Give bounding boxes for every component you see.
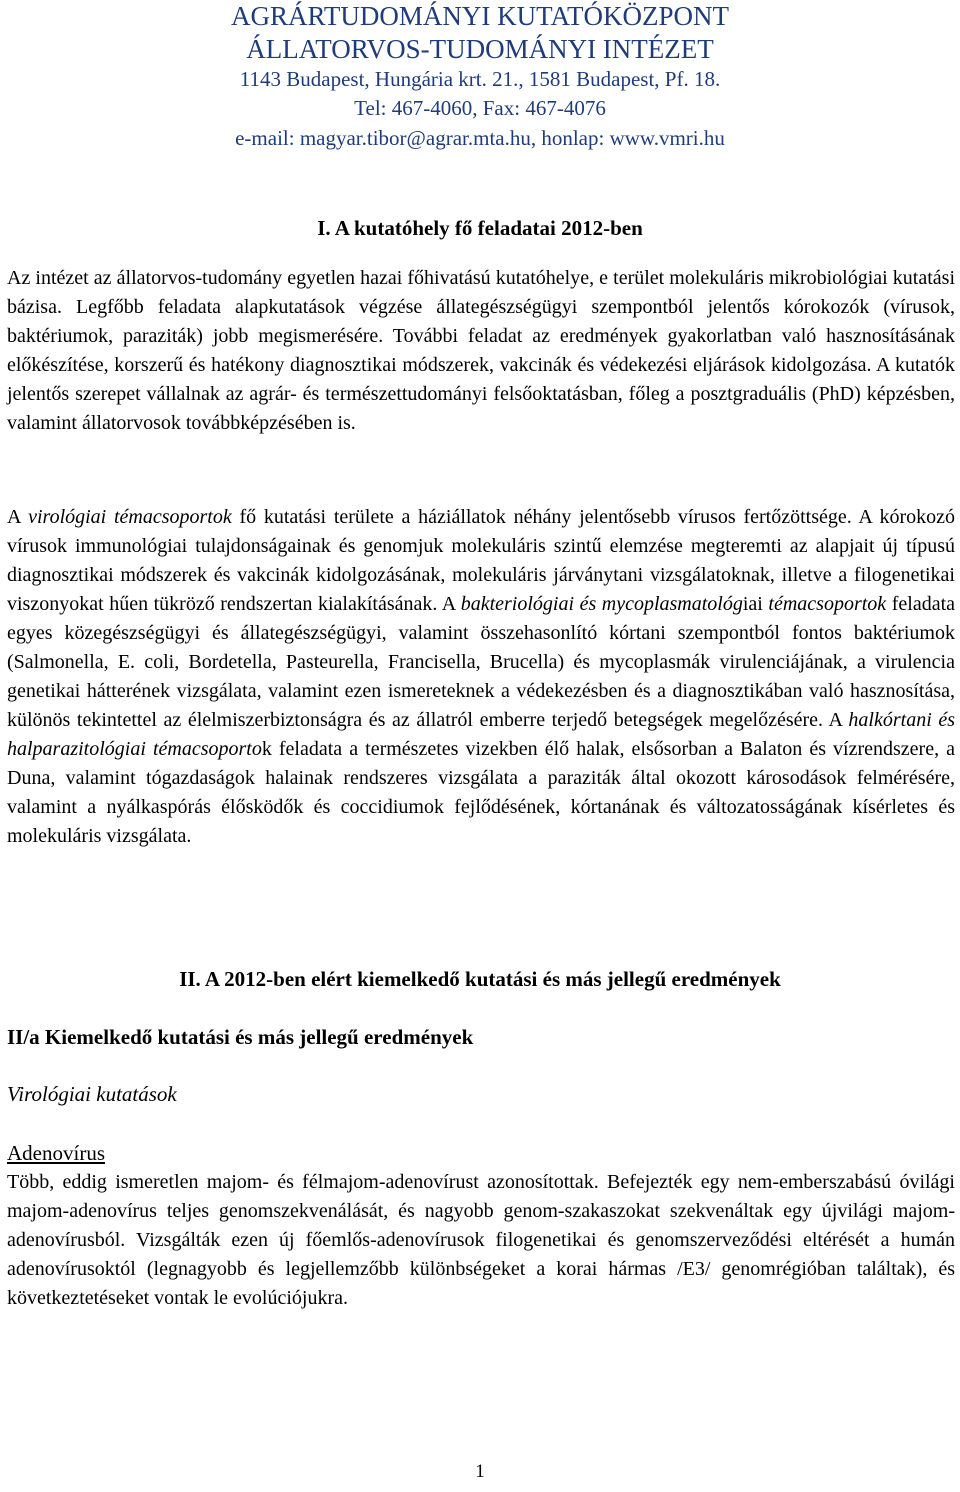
emphasis-virology-groups: virológiai témacsoportok bbox=[28, 506, 232, 528]
page-number: 1 bbox=[475, 1461, 485, 1482]
topic-heading: Adenovírus bbox=[7, 1141, 105, 1165]
emphasis-bacteriology-groups: bakteriológiai és mycoplasmatológ bbox=[460, 593, 743, 615]
institution-name: AGRÁRTUDOMÁNYI KUTATÓKÖZPONT bbox=[231, 1, 729, 31]
postal-address: 1143 Budapest, Hungária krt. 21., 1581 Budapest, Pf. 18. bbox=[239, 67, 721, 91]
section-2a-subtitle: II/a Kiemelkedő kutatási és más jellegű eredmények bbox=[7, 1025, 474, 1049]
section-1-title: I. A kutatóhely fő feladatai 2012-ben bbox=[317, 216, 643, 240]
phone-fax: Tel: 467-4060, Fax: 467-4076 bbox=[354, 96, 606, 120]
section-1-paragraph-1: Az intézet az állatorvos-tudomány egyetlen hazai főhivatású kutatóhelye, e terület molekuláris mikrobiológiai kutatási bázisa. Legfőbb feladata alapkutatások végzése állategészségügyi szempontból jelentős kórokozók (vírusok, baktériumok, paraziták) jobb megismerésére. További feladat az eredmények gyakorlatban való hasznosításának előkészítése, korszerű és hatékony diagnosztikai módszerek, vakcinák és védekezési eljárások kidolgozása. A kutatók jelentős szerepet vállalnak az agrár- és természettudományi felsőoktatásban, főleg a posztgraduális (PhD) képzésben, valamint állatorvosok továbbképzésében is. bbox=[7, 267, 955, 434]
emphasis-theme-groups: témacsoportok bbox=[768, 593, 887, 615]
institute-name: ÁLLATORVOS-TUDOMÁNYI INTÉZET bbox=[246, 34, 714, 64]
adenovirus-paragraph: Több, eddig ismeretlen majom- és félmajom-adenovírust azonosítottak. Befejezték egy nem-emberszabású óvilági majom-adenovírus teljes genomszekvenálását, és nagyobb genom-szakaszokat szekvenáltak egy újvilági majom-adenovírusból. Vizsgálták ezen új főemlős-adenovírusok filogenetikai és genomszerveződési eltérését a humán adenovírusoktól (legnagyobb és legjellemzőbb különbségeket a korai hármas /E3/ genomrégióban találtak), és következtetéseket vontak le evolúciójukra. bbox=[7, 1171, 955, 1309]
category-heading: Virológiai kutatások bbox=[7, 1082, 177, 1106]
emphasis-fish-pathology-groups: halkórtani és halparazitológiai témacsoporto bbox=[7, 709, 955, 760]
email-website: e-mail: magyar.tibor@agrar.mta.hu, honlap: www.vmri.hu bbox=[235, 126, 725, 150]
section-2-title: II. A 2012-ben elért kiemelkedő kutatási és más jellegű eredmények bbox=[179, 967, 781, 991]
section-1-paragraph-2: A virológiai témacsoportok fő kutatási területe a háziállatok néhány jelentősebb vírusos fertőzöttsége. A kórokozó vírusok immunológiai tulajdonságainak és genomjuk molekuláris szintű elemzése megteremti az alapjait új típusú diagnosztikai módszerek és vakcinák kidolgozásának, molekuláris járványtani vizsgálatoknak, illetve a filogenetikai viszonyokat hűen tükröző rendszertan kialakításának. A bakteriológiai és mycoplasmatológiai témacsoportok feladata egyes közegészségügyi és állategészségügyi, valamint összehasonlító kórtani szempontból fontos baktériumok (Salmonella, E. coli, Bordetella, Pasteurella, Francisella, Brucella) és mycoplasmák virulenciájának, a virulencia genetikai hátterének vizsgálata, valamint ezen ismereteknek a védekezésben és a diagnosztikában való hasznosítása, különös tekintettel az élelmiszerbiztonságra és az állatról emberre terjedő betegségek megelőzésére. A halkórtani és halparazitológiai témacsoportok feladata a természetes vizekben élő halak, elsősorban a Balaton és vízrendszere, a Duna, valamint tógazdaságok halainak rendszeres vizsgálata a paraziták által okozott károsodások felmérésére, valamint a nyálkaspórás élősködők és coccidiumok fejlődésének, kórtanának és változatosságának kísérletes és molekuláris vizsgálata. bbox=[7, 506, 956, 847]
